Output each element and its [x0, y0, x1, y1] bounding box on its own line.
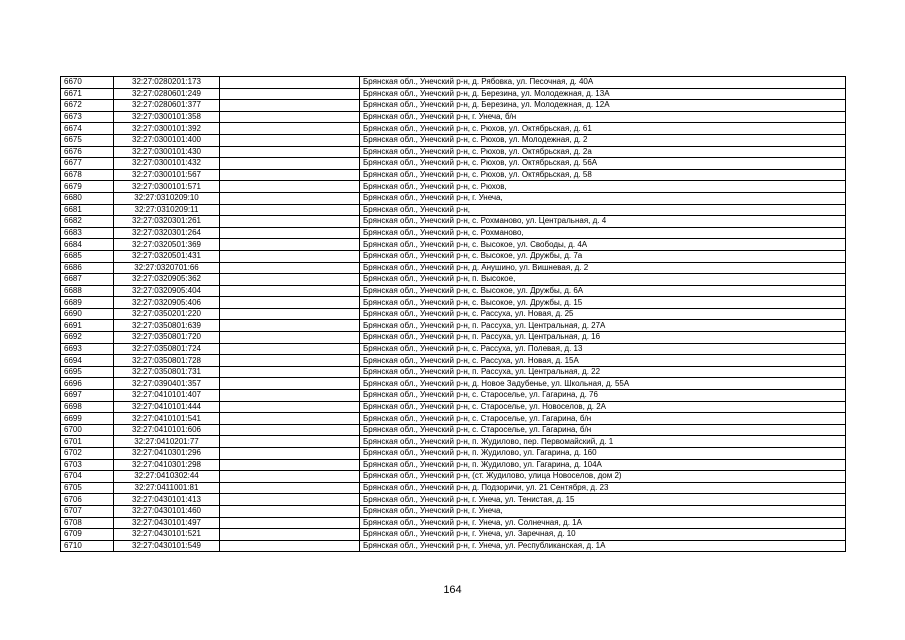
empty-cell [220, 355, 360, 367]
address-cell: Брянская обл., Унечский р-н, (ст. Жудилово, улица Новоселов, дом 2) [360, 471, 846, 483]
address-cell: Брянская обл., Унечский р-н, д. Березина, ул. Молодежная, д. 13А [360, 88, 846, 100]
empty-cell [220, 88, 360, 100]
table-row [61, 216, 846, 228]
cadastral-number-cell: 32:27:0411001:81 [114, 482, 220, 494]
table-row [61, 471, 846, 483]
cadastral-number-cell: 32:27:0300101:571 [114, 181, 220, 193]
address-cell: Брянская обл., Унечский р-н, с. Староселье, ул. Гагарина, б/н [360, 413, 846, 425]
row-number-cell: 6673 [61, 111, 114, 123]
row-number-cell: 6693 [61, 343, 114, 355]
address-cell: Брянская обл., Унечский р-н, д. Подзоричи, ул. 21 Сентября, д. 23 [360, 482, 846, 494]
table-row [61, 239, 846, 251]
cadastral-number-cell: 32:27:0300101:358 [114, 111, 220, 123]
table-row [61, 517, 846, 529]
row-number-cell: 6698 [61, 401, 114, 413]
table-row [61, 134, 846, 146]
cadastral-number-cell: 32:27:0320501:431 [114, 250, 220, 262]
row-number-cell: 6688 [61, 285, 114, 297]
address-cell: Брянская обл., Унечский р-н, с. Рюхов, ул. Молодежная, д. 2 [360, 134, 846, 146]
row-number-cell: 6697 [61, 390, 114, 402]
address-cell: Брянская обл., Унечский р-н, г. Унеча, ул. Республиканская, д. 1А [360, 540, 846, 552]
table-row [61, 413, 846, 425]
address-cell: Брянская обл., Унечский р-н, п. Рассуха, ул. Центральная, д. 22 [360, 366, 846, 378]
table-row [61, 332, 846, 344]
empty-cell [220, 424, 360, 436]
empty-cell [220, 308, 360, 320]
cadastral-number-cell: 32:27:0320301:261 [114, 216, 220, 228]
table-row [61, 204, 846, 216]
empty-cell [220, 100, 360, 112]
table-row [61, 401, 846, 413]
address-cell: Брянская обл., Унечский р-н, п. Жудилово, ул. Гагарина, д. 160 [360, 448, 846, 460]
empty-cell [220, 192, 360, 204]
cadastral-number-cell: 32:27:0410301:298 [114, 459, 220, 471]
address-cell: Брянская обл., Унечский р-н, п. Рассуха, ул. Центральная, д. 16 [360, 332, 846, 344]
cadastral-number-cell: 32:27:0410101:444 [114, 401, 220, 413]
row-number-cell: 6670 [61, 77, 114, 89]
empty-cell [220, 158, 360, 170]
cadastral-number-cell: 32:27:0320905:406 [114, 297, 220, 309]
empty-cell [220, 239, 360, 251]
table-row [61, 88, 846, 100]
empty-cell [220, 540, 360, 552]
row-number-cell: 6690 [61, 308, 114, 320]
empty-cell [220, 297, 360, 309]
cadastral-number-cell: 32:27:0320501:369 [114, 239, 220, 251]
empty-cell [220, 250, 360, 262]
table-row [61, 158, 846, 170]
empty-cell [220, 111, 360, 123]
cadastral-number-cell: 32:27:0300101:432 [114, 158, 220, 170]
empty-cell [220, 517, 360, 529]
empty-cell [220, 401, 360, 413]
row-number-cell: 6705 [61, 482, 114, 494]
table-row [61, 390, 846, 402]
empty-cell [220, 459, 360, 471]
address-cell: Брянская обл., Унечский р-н, г. Унеча, [360, 192, 846, 204]
address-cell: Брянская обл., Унечский р-н, д. Березина, ул. Молодежная, д. 12А [360, 100, 846, 112]
address-cell: Брянская обл., Унечский р-н, п. Высокое, [360, 274, 846, 286]
address-cell: Брянская обл., Унечский р-н, п. Жудилово, пер. Первомайский, д. 1 [360, 436, 846, 448]
table-row [61, 378, 846, 390]
address-cell: Брянская обл., Унечский р-н, с. Высокое, ул. Свободы, д. 4А [360, 239, 846, 251]
row-number-cell: 6692 [61, 332, 114, 344]
cadastral-number-cell: 32:27:0350201:220 [114, 308, 220, 320]
table-row [61, 250, 846, 262]
address-cell: Брянская обл., Унечский р-н, п. Рассуха, ул. Центральная, д. 27А [360, 320, 846, 332]
row-number-cell: 6681 [61, 204, 114, 216]
cadastral-number-cell: 32:27:0350801:728 [114, 355, 220, 367]
address-cell: Брянская обл., Унечский р-н, с. Рассуха, ул. Новая, д. 25 [360, 308, 846, 320]
cadastral-number-cell: 32:27:0320701:66 [114, 262, 220, 274]
table-row [61, 169, 846, 181]
empty-cell [220, 366, 360, 378]
table-row [61, 540, 846, 552]
table-row [61, 227, 846, 239]
row-number-cell: 6704 [61, 471, 114, 483]
cadastral-number-cell: 32:27:0430101:413 [114, 494, 220, 506]
row-number-cell: 6689 [61, 297, 114, 309]
empty-cell [220, 529, 360, 541]
address-cell: Брянская обл., Унечский р-н, г. Унеча, б/н [360, 111, 846, 123]
table-row [61, 529, 846, 541]
cadastral-number-cell: 32:27:0390401:357 [114, 378, 220, 390]
table-row [61, 505, 846, 517]
row-number-cell: 6674 [61, 123, 114, 135]
address-cell: Брянская обл., Унечский р-н, с. Рюхов, ул. Октябрьская, д. 58 [360, 169, 846, 181]
address-cell: Брянская обл., Унечский р-н, д. Анушино, ул. Вишневая, д. 2 [360, 262, 846, 274]
row-number-cell: 6678 [61, 169, 114, 181]
row-number-cell: 6675 [61, 134, 114, 146]
row-number-cell: 6708 [61, 517, 114, 529]
registry-table [60, 76, 846, 552]
address-cell: Брянская обл., Унечский р-н, с. Староселье, ул. Гагарина, д. 76 [360, 390, 846, 402]
address-cell: Брянская обл., Унечский р-н, [360, 204, 846, 216]
row-number-cell: 6671 [61, 88, 114, 100]
row-number-cell: 6707 [61, 505, 114, 517]
address-cell: Брянская обл., Унечский р-н, г. Унеча, ул. Солнечная, д. 1А [360, 517, 846, 529]
cadastral-number-cell: 32:27:0430101:497 [114, 517, 220, 529]
table-row [61, 285, 846, 297]
empty-cell [220, 320, 360, 332]
cadastral-number-cell: 32:27:0300101:400 [114, 134, 220, 146]
empty-cell [220, 262, 360, 274]
table-row [61, 77, 846, 89]
address-cell: Брянская обл., Унечский р-н, с. Рюхов, ул. Октябрьская, д. 56А [360, 158, 846, 170]
address-cell: Брянская обл., Унечский р-н, д. Рябовка, ул. Песочная, д. 40А [360, 77, 846, 89]
row-number-cell: 6695 [61, 366, 114, 378]
empty-cell [220, 285, 360, 297]
table-row [61, 343, 846, 355]
empty-cell [220, 413, 360, 425]
address-cell: Брянская обл., Унечский р-н, с. Высокое, ул. Дружбы, д. 6А [360, 285, 846, 297]
table-row [61, 297, 846, 309]
row-number-cell: 6702 [61, 448, 114, 460]
address-cell: Брянская обл., Унечский р-н, с. Рохманово, ул. Центральная, д. 4 [360, 216, 846, 228]
address-cell: Брянская обл., Унечский р-н, с. Староселье, ул. Гагарина, б/н [360, 424, 846, 436]
table-row [61, 436, 846, 448]
address-cell: Брянская обл., Унечский р-н, с. Староселье, ул. Новоселов, д. 2А [360, 401, 846, 413]
table-row [61, 111, 846, 123]
cadastral-number-cell: 32:27:0300101:430 [114, 146, 220, 158]
cadastral-number-cell: 32:27:0410301:296 [114, 448, 220, 460]
row-number-cell: 6684 [61, 239, 114, 251]
address-cell: Брянская обл., Унечский р-н, с. Высокое, ул. Дружбы, д. 15 [360, 297, 846, 309]
table-row [61, 308, 846, 320]
address-cell: Брянская обл., Унечский р-н, с. Рюхов, [360, 181, 846, 193]
table-row [61, 181, 846, 193]
row-number-cell: 6672 [61, 100, 114, 112]
row-number-cell: 6680 [61, 192, 114, 204]
empty-cell [220, 181, 360, 193]
cadastral-number-cell: 32:27:0310209:10 [114, 192, 220, 204]
cadastral-number-cell: 32:27:0310209:11 [114, 204, 220, 216]
row-number-cell: 6710 [61, 540, 114, 552]
cadastral-number-cell: 32:27:0410302:44 [114, 471, 220, 483]
table-row [61, 448, 846, 460]
table-row [61, 366, 846, 378]
table-row [61, 355, 846, 367]
row-number-cell: 6687 [61, 274, 114, 286]
table-row [61, 424, 846, 436]
row-number-cell: 6703 [61, 459, 114, 471]
table-row [61, 494, 846, 506]
cadastral-number-cell: 32:27:0350801:639 [114, 320, 220, 332]
address-cell: Брянская обл., Унечский р-н, г. Унеча, ул. Заречная, д. 10 [360, 529, 846, 541]
row-number-cell: 6683 [61, 227, 114, 239]
row-number-cell: 6677 [61, 158, 114, 170]
table-row [61, 274, 846, 286]
address-cell: Брянская обл., Унечский р-н, с. Рассуха, ул. Новая, д. 15А [360, 355, 846, 367]
row-number-cell: 6706 [61, 494, 114, 506]
table-row [61, 146, 846, 158]
table-row [61, 100, 846, 112]
row-number-cell: 6679 [61, 181, 114, 193]
row-number-cell: 6700 [61, 424, 114, 436]
table-row [61, 482, 846, 494]
cadastral-number-cell: 32:27:0350801:731 [114, 366, 220, 378]
address-cell: Брянская обл., Унечский р-н, с. Рассуха, ул. Полевая, д. 13 [360, 343, 846, 355]
row-number-cell: 6686 [61, 262, 114, 274]
table-row [61, 459, 846, 471]
empty-cell [220, 390, 360, 402]
table-body [61, 77, 846, 552]
row-number-cell: 6709 [61, 529, 114, 541]
cadastral-number-cell: 32:27:0350801:724 [114, 343, 220, 355]
row-number-cell: 6685 [61, 250, 114, 262]
cadastral-number-cell: 32:27:0280601:377 [114, 100, 220, 112]
cadastral-number-cell: 32:27:0430101:521 [114, 529, 220, 541]
cadastral-number-cell: 32:27:0300101:392 [114, 123, 220, 135]
empty-cell [220, 471, 360, 483]
cadastral-number-cell: 32:27:0320905:404 [114, 285, 220, 297]
empty-cell [220, 146, 360, 158]
empty-cell [220, 169, 360, 181]
empty-cell [220, 134, 360, 146]
empty-cell [220, 505, 360, 517]
empty-cell [220, 332, 360, 344]
cadastral-number-cell: 32:27:0350801:720 [114, 332, 220, 344]
table-row [61, 123, 846, 135]
address-cell: Брянская обл., Унечский р-н, г. Унеча, [360, 505, 846, 517]
page-number: 164 [443, 584, 462, 596]
row-number-cell: 6694 [61, 355, 114, 367]
cadastral-number-cell: 32:27:0410101:407 [114, 390, 220, 402]
empty-cell [220, 123, 360, 135]
address-cell: Брянская обл., Унечский р-н, с. Рюхов, ул. Октябрьская, д. 61 [360, 123, 846, 135]
empty-cell [220, 343, 360, 355]
empty-cell [220, 494, 360, 506]
cadastral-number-cell: 32:27:0300101:567 [114, 169, 220, 181]
cadastral-number-cell: 32:27:0280601:249 [114, 88, 220, 100]
cadastral-number-cell: 32:27:0410101:541 [114, 413, 220, 425]
cadastral-number-cell: 32:27:0430101:460 [114, 505, 220, 517]
row-number-cell: 6701 [61, 436, 114, 448]
row-number-cell: 6696 [61, 378, 114, 390]
table-row [61, 320, 846, 332]
cadastral-number-cell: 32:27:0320301:264 [114, 227, 220, 239]
cadastral-number-cell: 32:27:0410201:77 [114, 436, 220, 448]
cadastral-number-cell: 32:27:0280201:173 [114, 77, 220, 89]
cadastral-number-cell: 32:27:0410101:606 [114, 424, 220, 436]
cadastral-number-cell: 32:27:0320905:362 [114, 274, 220, 286]
address-cell: Брянская обл., Унечский р-н, г. Унеча, ул. Тенистая, д. 15 [360, 494, 846, 506]
empty-cell [220, 448, 360, 460]
address-cell: Брянская обл., Унечский р-н, с. Рохманово, [360, 227, 846, 239]
empty-cell [220, 216, 360, 228]
address-cell: Брянская обл., Унечский р-н, с. Рюхов, ул. Октябрьская, д. 2а [360, 146, 846, 158]
empty-cell [220, 77, 360, 89]
empty-cell [220, 436, 360, 448]
address-cell: Брянская обл., Унечский р-н, п. Жудилово, ул. Гагарина, д. 104А [360, 459, 846, 471]
empty-cell [220, 482, 360, 494]
table-row [61, 262, 846, 274]
row-number-cell: 6699 [61, 413, 114, 425]
row-number-cell: 6676 [61, 146, 114, 158]
empty-cell [220, 227, 360, 239]
address-cell: Брянская обл., Унечский р-н, с. Высокое, ул. Дружбы, д. 7а [360, 250, 846, 262]
cadastral-number-cell: 32:27:0430101:549 [114, 540, 220, 552]
empty-cell [220, 378, 360, 390]
row-number-cell: 6682 [61, 216, 114, 228]
empty-cell [220, 274, 360, 286]
table-row [61, 192, 846, 204]
address-cell: Брянская обл., Унечский р-н, д. Новое Задубенье, ул. Школьная, д. 55А [360, 378, 846, 390]
row-number-cell: 6691 [61, 320, 114, 332]
empty-cell [220, 204, 360, 216]
